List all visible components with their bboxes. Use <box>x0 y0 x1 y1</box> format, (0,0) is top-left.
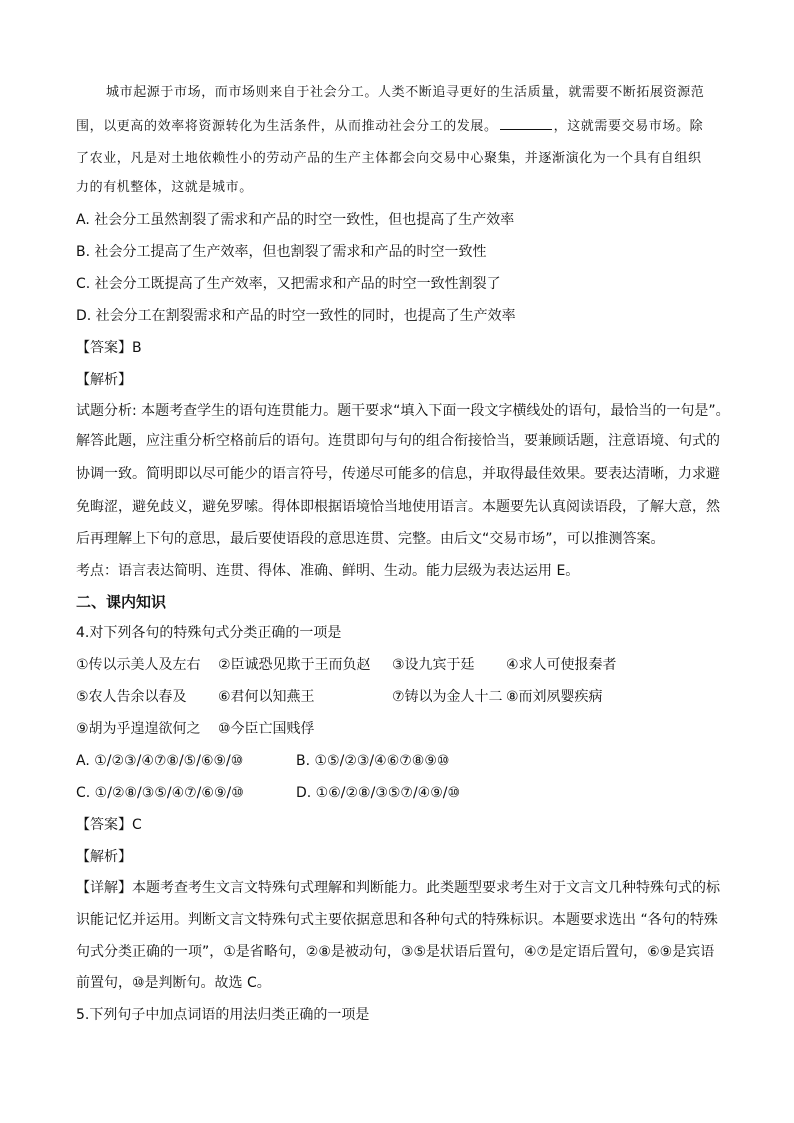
q4-option-a: A. ①/②③/④⑦⑧/⑤/⑥⑨/⑩ <box>76 753 244 769</box>
q4-item: ⑧而刘夙婴疾病 <box>506 689 603 705</box>
passage-line-2 <box>76 115 703 138</box>
q4-detail-line-4: 前置句，⑩是判断句。故选 C。 <box>76 975 271 991</box>
q4-item: ①传以示美人及左右 <box>76 657 201 673</box>
q4-items-row-2 <box>76 686 716 708</box>
answer-blank <box>500 115 552 130</box>
q4-item: ⑦铸以为金人十二 <box>392 689 503 705</box>
q4-option-c: C. ①/②⑧/③⑤/④⑦/⑥⑨/⑩ <box>76 785 244 801</box>
q4-item: ③设九宾于廷 <box>392 657 475 673</box>
q4-stem: 4.对下列各句的特殊句式分类正确的一项是 <box>76 625 342 641</box>
passage-line-3: 了农业，凡是对土地依赖性小的劳动产品的生产主体都会向交易中心聚集，并逐渐演化为一个具有自组织 <box>76 151 702 166</box>
q4-item: ②臣诚恐见欺于王而负赵 <box>218 657 371 673</box>
q4-detail-line-2: 识能记忆并运用。判断文言文特殊句式主要依据意思和各种句式的特殊标识。本题要求选出 “各句的特殊 <box>76 912 718 928</box>
q4-options-row-1 <box>76 750 716 772</box>
q3-analysis-line-1: 试题分析: 本题考查学生的语句连贯能力。题干要求“填入下面一段文字横线处的语句，最恰当的一句是”。 <box>76 403 730 419</box>
passage-line-2-after: ，这就需要交易市场。除 <box>553 119 704 134</box>
q4-analysis-label: 【解析】 <box>76 849 132 865</box>
q4-items-row-3 <box>76 718 716 740</box>
q4-answer: 【答案】C <box>76 817 142 833</box>
q3-option-b: B. 社会分工提高了生产效率，但也割裂了需求和产品的时空一致性 <box>76 244 487 260</box>
q3-kaodian: 考点：语言表达简明、连贯、得体、准确、鲜明、生动。能力层级为表达运用 E。 <box>76 563 580 579</box>
q4-option-d: D. ①⑥/②⑧/③⑤⑦/④⑨/⑩ <box>296 785 461 801</box>
q3-analysis-line-4: 免晦涩，避免歧义，避免罗嗦。得体即根据语境恰当地使用语言。本题要先认真阅读语段，了解大意，然 <box>76 499 720 515</box>
q3-analysis-label: 【解析】 <box>76 372 132 388</box>
q3-option-d: D. 社会分工在割裂需求和产品的时空一致性的同时，也提高了生产效率 <box>76 308 516 324</box>
q5-stem: 5.下列句子中加点词语的用法归类正确的一项是 <box>76 1007 370 1023</box>
passage-line-1: 城市起源于市场，而市场则来自于社会分工。人类不断追寻更好的生活质量，就需要不断拓展资源范 <box>106 85 705 100</box>
q4-detail-line-1: 【详解】本题考查考生文言文特殊句式理解和判断能力。此类题型要求考生对于文言文几种特殊句式的标 <box>76 880 720 896</box>
q4-item: ④求人可使报秦者 <box>506 657 617 673</box>
q4-item: ⑥君何以知燕王 <box>218 689 315 705</box>
q3-option-c: C. 社会分工既提高了生产效率，又把需求和产品的时空一致性割裂了 <box>76 276 501 292</box>
passage-line-4: 力的有机整体，这就是城市。 <box>76 180 253 195</box>
q4-option-b: B. ①⑤/②③/④⑥⑦⑧⑨⑩ <box>296 753 450 769</box>
q4-items-row-1 <box>76 654 716 676</box>
q4-item: ⑤农人告余以春及 <box>76 689 187 705</box>
q4-detail-line-3: 句式分类正确的一项”，①是省略句，②⑧是被动句，③⑤是状语后置句，④⑦是定语后置句，⑥⑨是宾语 <box>76 944 715 960</box>
q3-option-a: A. 社会分工虽然割裂了需求和产品的时空一致性，但也提高了生产效率 <box>76 212 515 228</box>
q3-analysis-line-3: 协调一致。简明即以尽可能少的语言符号，传递尽可能多的信息，并取得最佳效果。要表达清晰，力求避 <box>76 466 720 482</box>
passage-line-2-before: 围，以更高的效率将资源转化为生活条件，从而推动社会分工的发展。 <box>76 119 498 134</box>
q4-options-row-2 <box>76 782 716 804</box>
q4-item: ⑩今臣亡国贱俘 <box>218 721 315 737</box>
q3-analysis-line-5: 后再理解上下句的意思，最后要使语段的意思连贯、完整。由后文“交易市场”，可以推测答案。 <box>76 531 665 547</box>
section-heading: 二、课内知识 <box>76 593 167 611</box>
q3-analysis-line-2: 解答此题，应注重分析空格前后的语句。连贯即句与句的组合衔接恰当，要兼顾话题，注意语境、句式的 <box>76 433 720 449</box>
q3-answer: 【答案】B <box>76 340 142 356</box>
q4-item: ⑨胡为乎遑遑欲何之 <box>76 721 201 737</box>
